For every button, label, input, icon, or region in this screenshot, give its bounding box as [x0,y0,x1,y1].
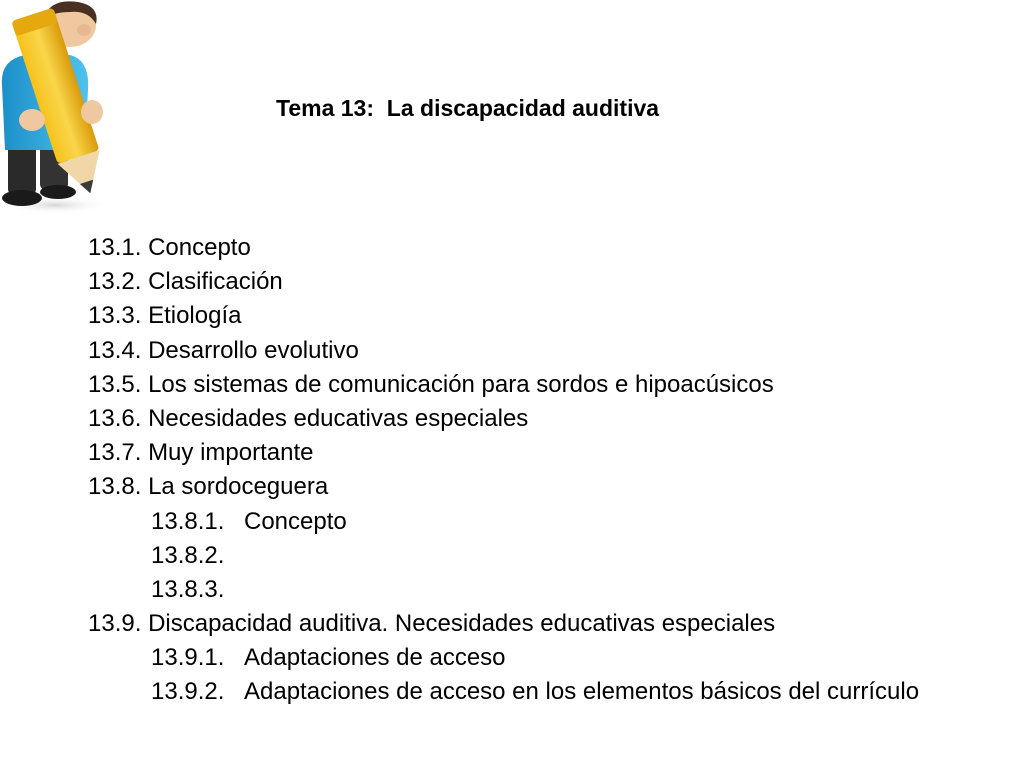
toc-text: Etiología [148,302,242,330]
toc-item [88,470,934,504]
toc-number: 13.3. [88,302,142,330]
toc-number: 13.9.1. [151,644,225,672]
pencil-mascot-icon [0,0,125,215]
toc-item [88,436,934,470]
toc-item [88,265,934,299]
toc-text: Adaptaciones de acceso [244,644,506,672]
toc-item [88,299,934,333]
toc-number: 13.4. [88,336,142,364]
toc-number: 13.8.2. [151,541,225,569]
toc-subitem [88,641,934,675]
toc-text: Discapacidad auditiva. Necesidades educativas especiales [148,610,776,638]
toc-number: 13.1. [88,234,142,261]
slide-title: Tema 13: La discapacidad auditiva [276,95,660,121]
toc-item [88,607,934,641]
toc-item [88,334,934,368]
toc-number: 13.7. [88,439,142,467]
toc-number: 13.9. [88,610,142,638]
toc-text: Adaptaciones de acceso en los elementos básicos del currículo [244,678,920,706]
toc-number: 13.5. [88,370,142,398]
toc-subitem [88,505,934,539]
toc-text: Clasificación [148,268,283,296]
toc-number: 13.2. [88,268,142,296]
toc-item [88,231,934,265]
toc-number: 13.9.2. [151,678,225,706]
toc-text: Concepto [148,234,251,261]
table-of-contents [88,231,934,710]
toc-item [88,368,934,402]
toc-text: La sordoceguera [148,473,329,501]
toc-item [88,402,934,436]
toc-text: Necesidades educativas especiales [148,404,529,432]
toc-subitem [88,675,934,709]
toc-number: 13.8.1. [151,507,225,535]
toc-number: 13.8.3. [151,575,225,603]
toc-number: 13.8. [88,473,142,501]
toc-text: Concepto [244,507,347,535]
toc-text: Los sistemas de comunicación para sordos e hipoacúsicos [148,370,774,398]
toc-number: 13.6. [88,404,142,432]
toc-text: Desarrollo evolutivo [148,336,359,364]
toc-subitem [88,573,934,607]
toc-text: Muy importante [148,439,314,467]
toc-subitem [88,539,934,573]
